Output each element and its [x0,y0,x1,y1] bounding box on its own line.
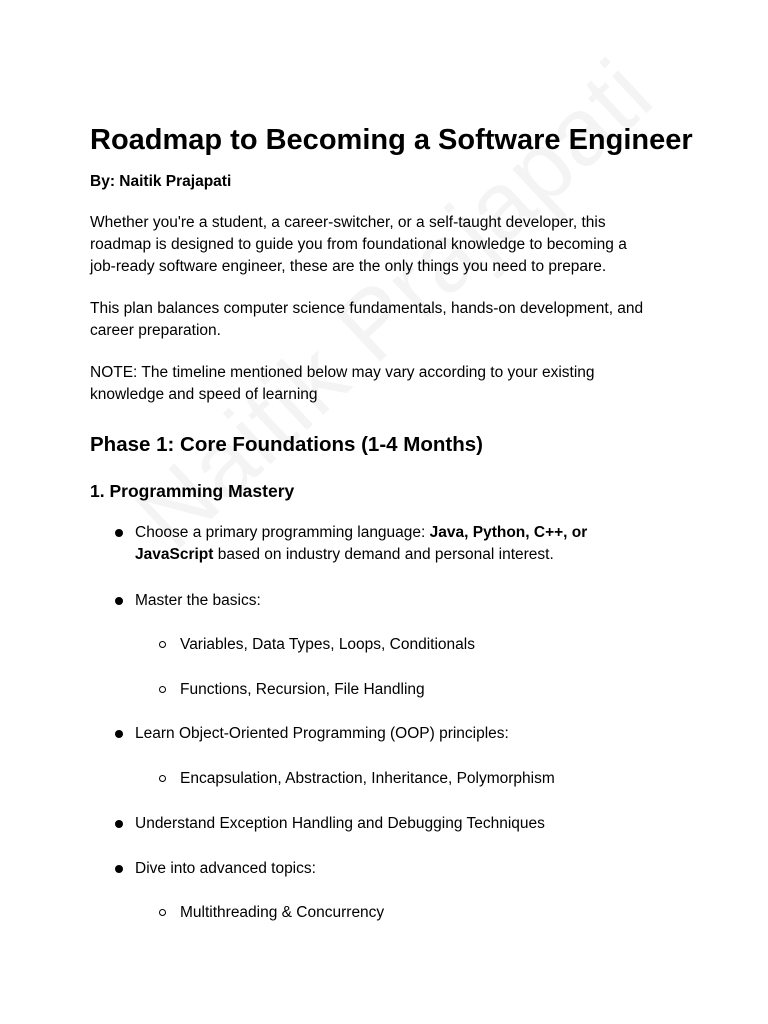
item-text: Choose a primary programming language: [135,524,430,541]
hollow-bullet-icon [159,641,166,648]
list-item-basics: Master the basics: [135,592,261,609]
bullet-icon [115,865,123,873]
intro-line: job-ready software engineer, these are the only things you need to prepare. [90,258,607,275]
sub-list-item: Encapsulation, Abstraction, Inheritance, Polymorphism [180,770,555,787]
sub-list-item: Multithreading & Concurrency [180,904,385,921]
list-item-exceptions: Understand Exception Handling and Debugging Techniques [135,815,545,832]
list-item-advanced: Dive into advanced topics: [135,860,316,877]
phase-1-heading: Phase 1: Core Foundations (1-4 Months) [90,433,483,456]
item-text: based on industry demand and personal interest. [213,546,554,563]
hollow-bullet-icon [159,686,166,693]
sub-list-item: Variables, Data Types, Loops, Conditionals [180,636,475,653]
bullet-icon [115,820,123,828]
intro-line: Whether you're a student, a career-switcher, or a self-taught developer, this [90,214,606,231]
note-line: knowledge and speed of learning [90,386,318,403]
plan-line: career preparation. [90,322,221,339]
hollow-bullet-icon [159,775,166,782]
hollow-bullet-icon [159,909,166,916]
item-bold-text: Java, Python, C++, or [429,524,588,541]
note-line: NOTE: The timeline mentioned below may vary according to your existing [90,364,595,381]
list-item-oop: Learn Object-Oriented Programming (OOP) principles: [135,725,509,742]
intro-line: roadmap is designed to guide you from foundational knowledge to becoming a [90,236,627,253]
document-title: Roadmap to Becoming a Software Engineer [90,124,693,156]
plan-line: This plan balances computer science fundamentals, hands-on development, and [90,300,644,317]
intro-paragraph [90,212,690,278]
bullet-icon [115,730,123,738]
list-item-language-choice [135,522,587,566]
bullet-icon [115,597,123,605]
sub-list-item: Functions, Recursion, File Handling [180,681,425,698]
author-byline: By: Naitik Prajapati [90,173,232,190]
plan-paragraph [90,298,690,342]
bullet-icon [115,529,123,537]
item-bold-text: JavaScript [135,546,214,563]
section-programming-mastery-heading: 1. Programming Mastery [90,481,295,501]
note-paragraph [90,362,690,406]
